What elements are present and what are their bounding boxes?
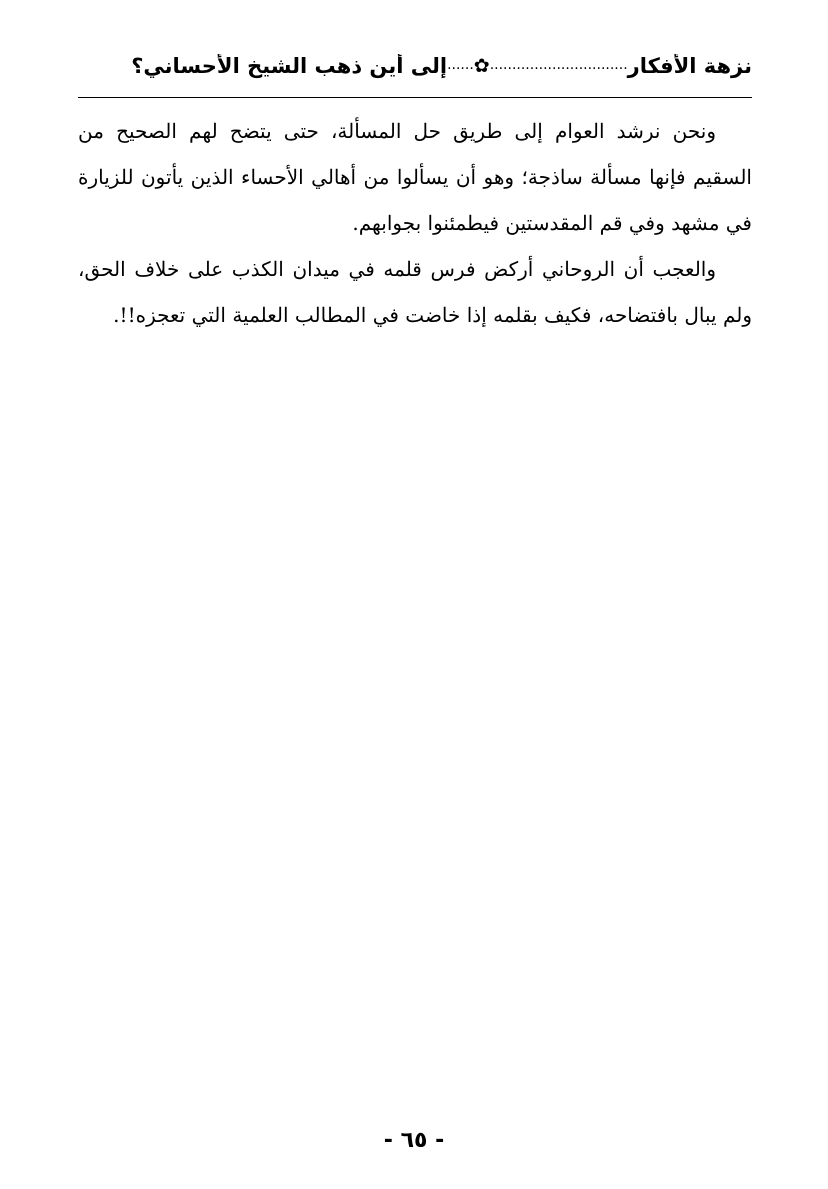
leader-dots-right: ............................... — [489, 57, 628, 73]
chapter-title: إلى أين ذهب الشيخ الأحساني؟ — [131, 54, 448, 78]
body-text — [78, 108, 752, 338]
leader-dots-left: ...... — [447, 57, 474, 73]
header-divider — [78, 97, 752, 98]
paragraph-1: ونحن نرشد العوام إلى طريق حل المسألة، حتى يتضح لهم الصحيح من السقيم فإنها مسألة ساذجة؛ وهو أن يسألوا من أهالي الأحساء الذين يأتون للزيارة في مشهد وفي قم المقدستين فيطمئنوا بجوابهم. — [78, 119, 752, 235]
running-header — [78, 54, 752, 96]
paragraph-2: والعجب أن الروحاني أركض فرس قلمه في ميدان الكذب على خلاف الحق، ولم يبال بافتضاحه، فكيف بقلمه إذا خاضت في المطالب العلمية التي تعجزه!!. — [78, 257, 752, 327]
flower-ornament-icon: ✿ — [473, 55, 490, 77]
book-title: نزهة الأفكار — [627, 54, 752, 78]
page-number: - ٦٥ - — [383, 1128, 445, 1153]
